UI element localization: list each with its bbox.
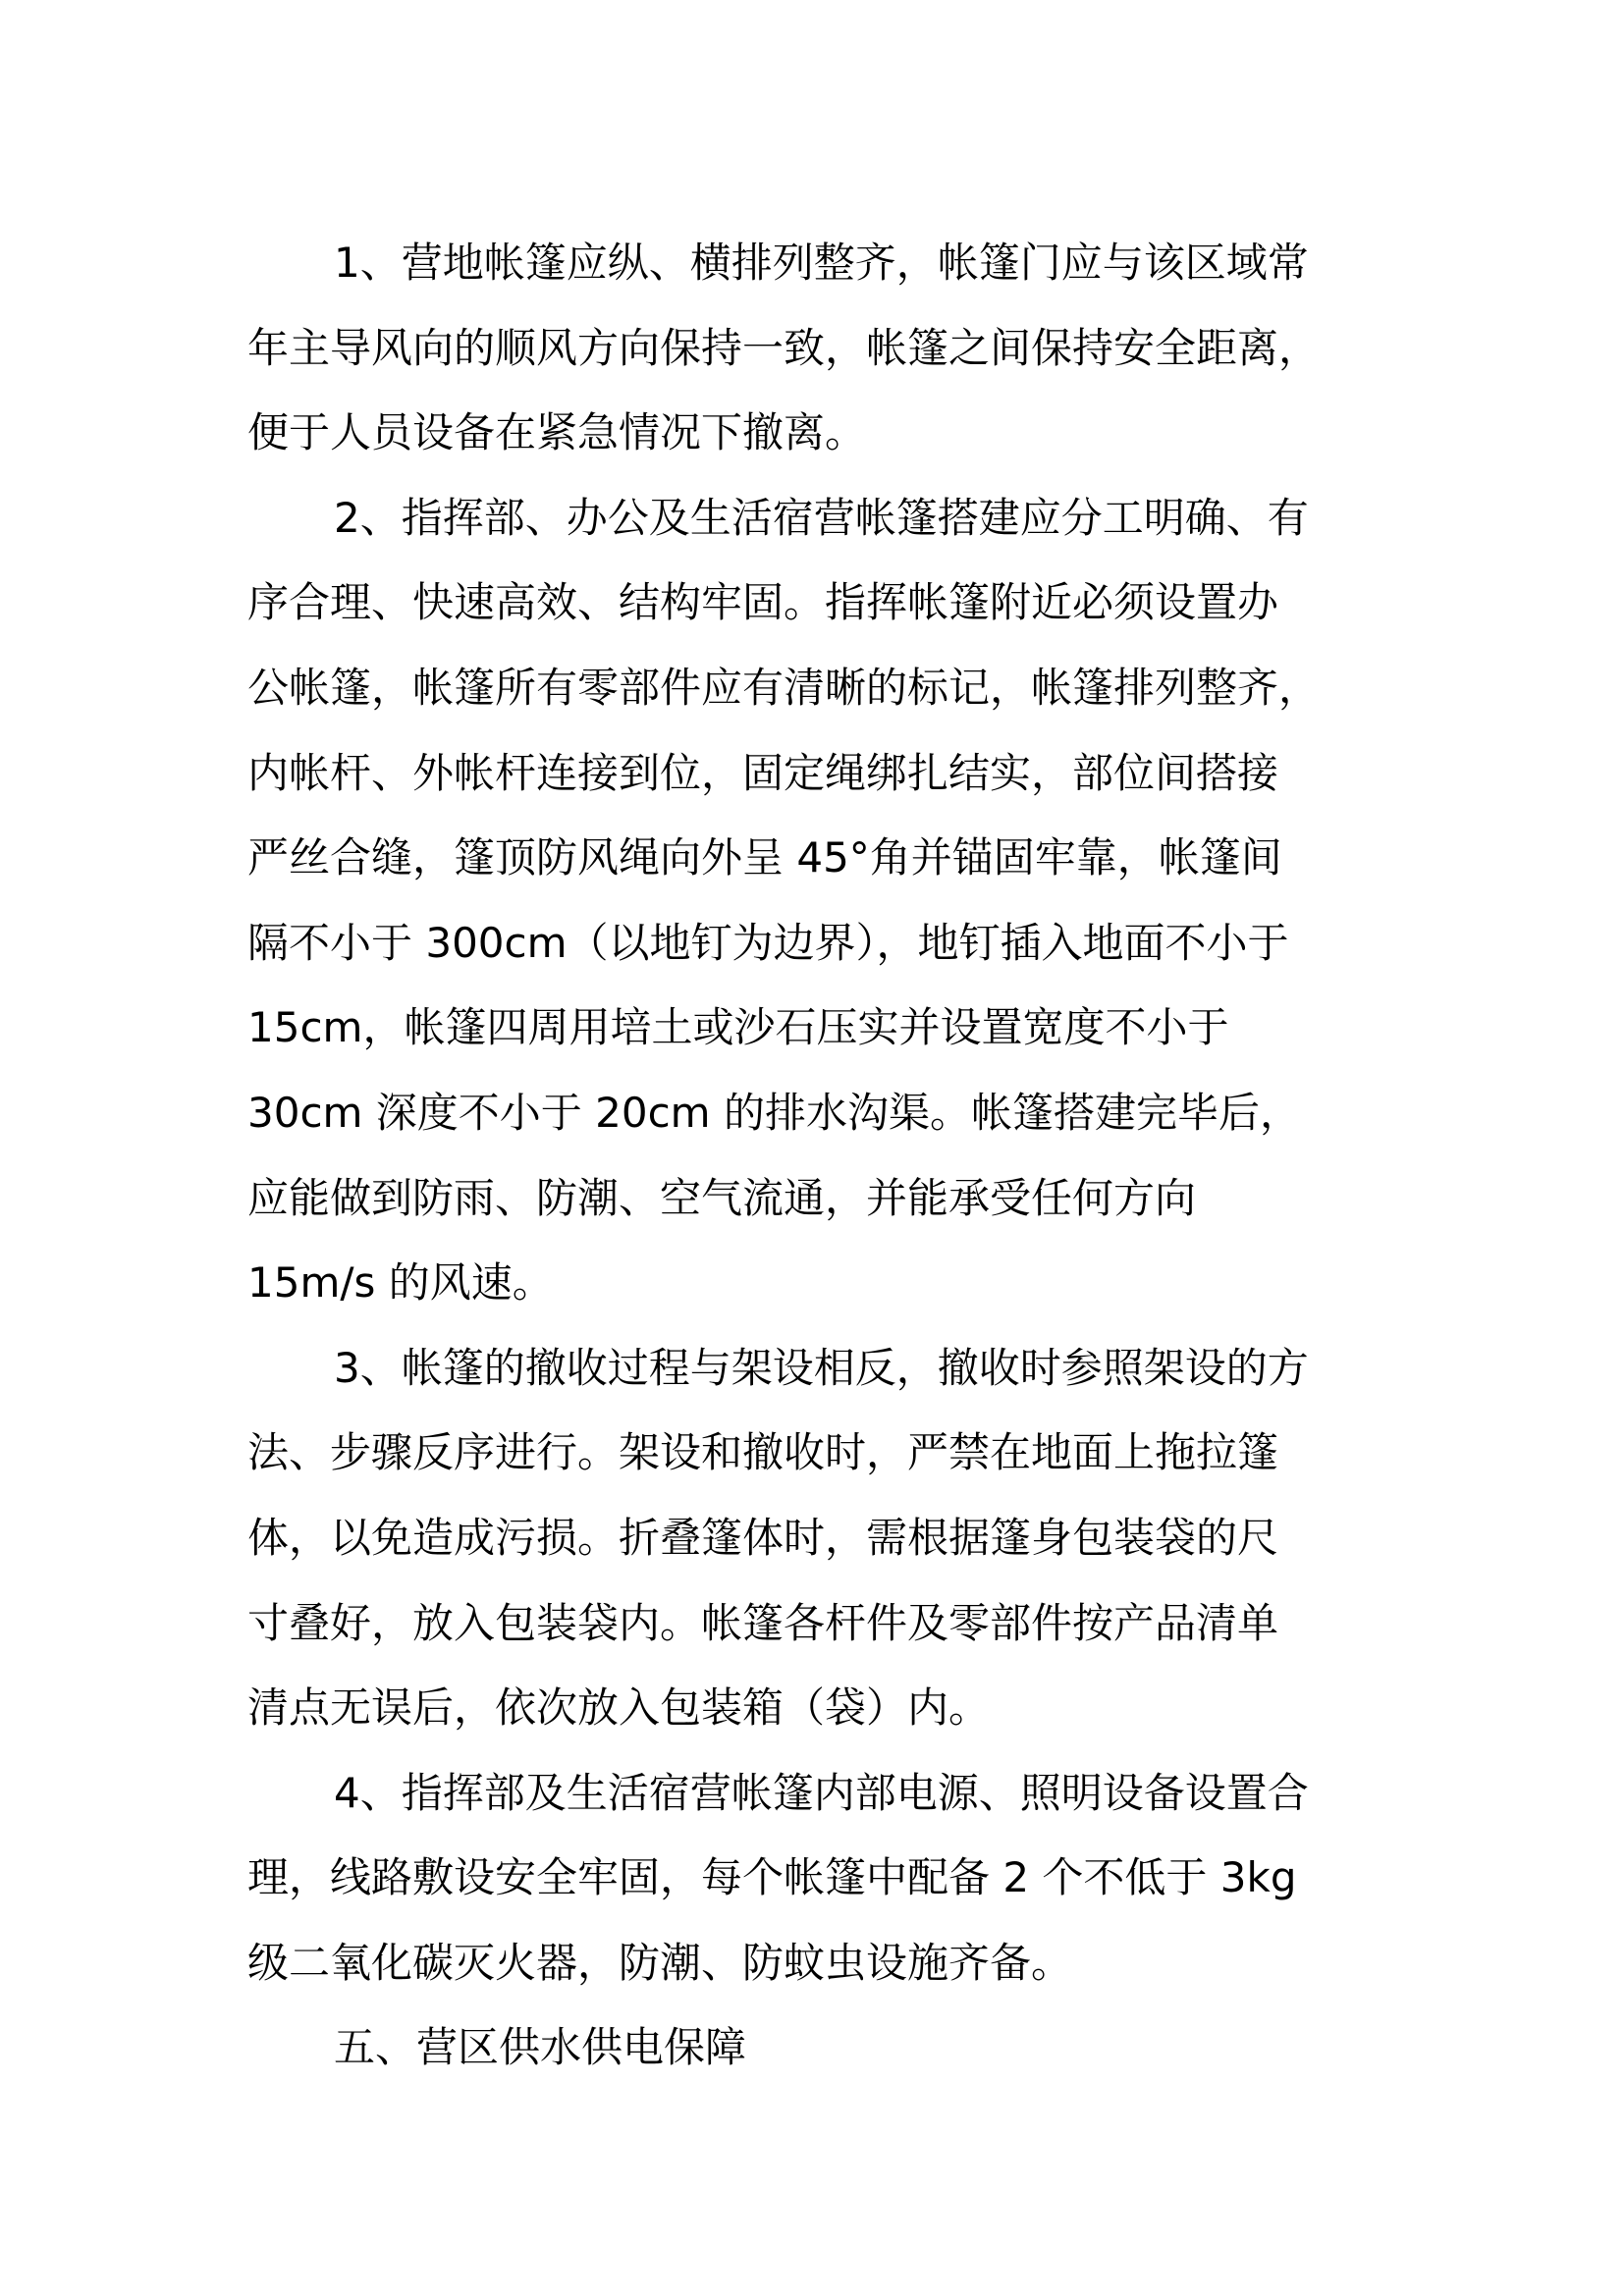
text-line: 级二氧化碳灭火器，防潮、防蚊虫设施齐备。 [247, 1938, 1073, 1987]
text-line: 理，线路敷设安全牢固，每个帐篷中配备 2 个不低于 3kg [247, 1853, 1297, 1902]
text-line: 法、步骤反序进行。架设和撤收时，严禁在地面上拖拉篷 [247, 1428, 1279, 1477]
text-line: 隔不小于 300cm（以地钉为边界），地钉插入地面不小于 [247, 918, 1289, 967]
text-line: 30cm 深度不小于 20cm 的排水沟渠。帐篷搭建完毕后， [247, 1088, 1301, 1137]
text-line: 应能做到防雨、防潮、空气流通，并能承受任何方向 [247, 1173, 1197, 1222]
text-line: 年主导风向的顺风方向保持一致，帐篷之间保持安全距离， [247, 323, 1321, 372]
text-line: 3、帐篷的撤收过程与架设相反，撤收时参照架设的方 [334, 1343, 1309, 1392]
text-line: 1、营地帐篷应纵、横排列整齐，帐篷门应与该区域常 [334, 239, 1309, 287]
paragraph-1 [247, 221, 1396, 476]
paragraph-3 [247, 1326, 1396, 1751]
document-page [247, 221, 1396, 2091]
text-line: 清点无误后，依次放入包装箱（袋）内。 [247, 1683, 991, 1733]
text-line: 序合理、快速高效、结构牢固。指挥帐篷附近必须设置办 [247, 578, 1279, 627]
section-heading: 五、营区供水供电保障 [334, 2023, 747, 2072]
paragraph-4 [247, 1751, 1396, 2006]
text-line: 内帐杆、外帐杆连接到位，固定绳绑扎结实，部位间搭接 [247, 748, 1279, 797]
text-line: 2、指挥部、办公及生活宿营帐篷搭建应分工明确、有 [334, 493, 1309, 542]
text-line: 严丝合缝，篷顶防风绳向外呈 45°角并锚固牢靠，帐篷间 [247, 833, 1282, 882]
text-line: 便于人员设备在紧急情况下撤离。 [247, 408, 867, 457]
text-line: 15cm，帐篷四周用培土或沙石压实并设置宽度不小于 [247, 1003, 1229, 1052]
text-line: 体，以免造成污损。折叠篷体时，需根据篷身包装袋的尺 [247, 1513, 1279, 1562]
text-line: 公帐篷，帐篷所有零部件应有清晰的标记，帐篷排列整齐， [247, 663, 1321, 712]
paragraph-2 [247, 476, 1396, 1326]
text-line: 4、指挥部及生活宿营帐篷内部电源、照明设备设置合 [334, 1768, 1309, 1817]
text-line: 寸叠好，放入包装袋内。帐篷各杆件及零部件按产品清单 [247, 1598, 1279, 1647]
text-line: 15m/s 的风速。 [247, 1258, 554, 1308]
